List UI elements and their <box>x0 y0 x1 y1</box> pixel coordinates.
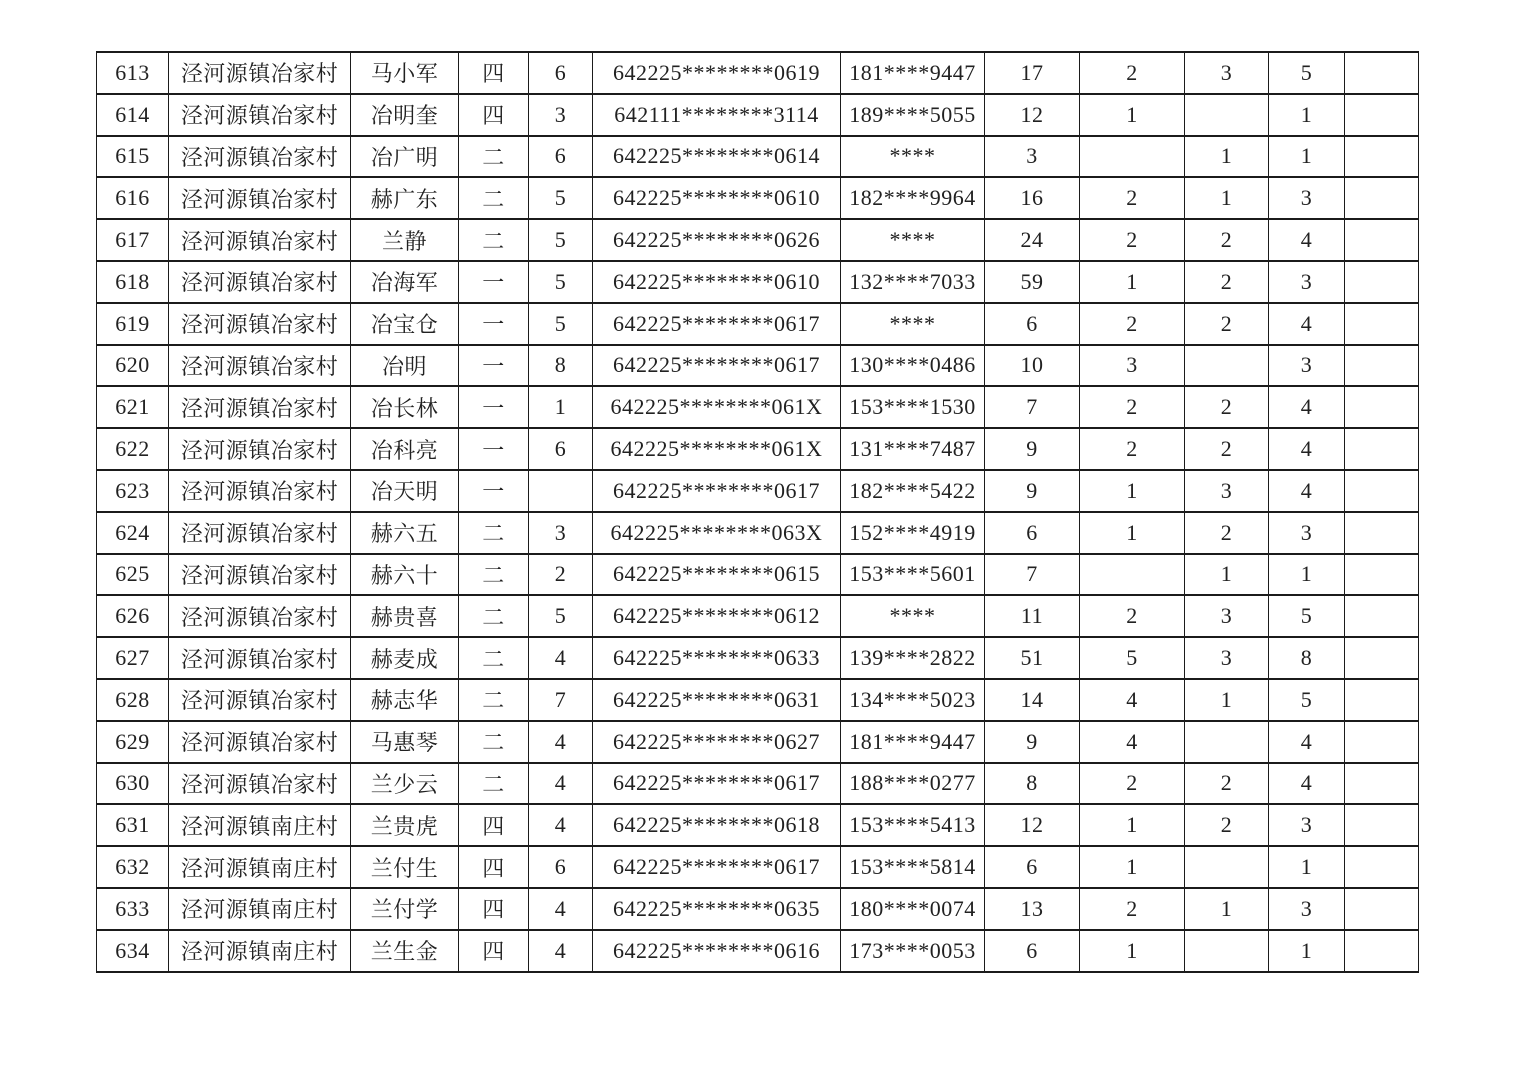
cell-id-number: 642225********0618 <box>593 804 841 846</box>
cell-stat-a: 6 <box>985 930 1080 972</box>
cell-stat-b <box>1080 136 1185 178</box>
cell-village: 泾河源镇冶家村 <box>169 512 351 554</box>
table-row <box>97 428 1419 470</box>
cell-stat-c: 3 <box>1185 52 1269 94</box>
cell-stat-d: 1 <box>1269 554 1345 596</box>
cell-count: 6 <box>529 846 593 888</box>
cell-person-name: 兰静 <box>351 219 459 261</box>
cell-serial-no: 634 <box>97 930 169 972</box>
cell-village: 泾河源镇南庄村 <box>169 930 351 972</box>
cell-village: 泾河源镇南庄村 <box>169 846 351 888</box>
cell-count: 5 <box>529 261 593 303</box>
cell-serial-no: 618 <box>97 261 169 303</box>
cell-id-number: 642225********0617 <box>593 345 841 387</box>
cell-stat-c: 2 <box>1185 512 1269 554</box>
table-row <box>97 52 1419 94</box>
cell-group-cn: 二 <box>459 679 529 721</box>
cell-id-number: 642225********0615 <box>593 554 841 596</box>
cell-phone-number: 134****5023 <box>841 679 985 721</box>
cell-phone-number: 181****9447 <box>841 721 985 763</box>
cell-stat-a: 6 <box>985 846 1080 888</box>
cell-person-name: 兰付生 <box>351 846 459 888</box>
cell-stat-c: 2 <box>1185 219 1269 261</box>
cell-village: 泾河源镇冶家村 <box>169 345 351 387</box>
table-row <box>97 721 1419 763</box>
cell-stat-b: 1 <box>1080 846 1185 888</box>
cell-group-cn: 二 <box>459 554 529 596</box>
cell-serial-no: 619 <box>97 303 169 345</box>
cell-serial-no: 617 <box>97 219 169 261</box>
cell-stat-d: 1 <box>1269 94 1345 136</box>
cell-stat-c <box>1185 721 1269 763</box>
cell-stat-c: 2 <box>1185 261 1269 303</box>
cell-person-name: 兰少云 <box>351 763 459 805</box>
cell-id-number: 642225********0617 <box>593 846 841 888</box>
cell-village: 泾河源镇冶家村 <box>169 136 351 178</box>
cell-stat-a: 9 <box>985 721 1080 763</box>
cell-count: 3 <box>529 94 593 136</box>
cell-village: 泾河源镇冶家村 <box>169 94 351 136</box>
cell-stat-d: 3 <box>1269 804 1345 846</box>
cell-stat-d: 1 <box>1269 136 1345 178</box>
cell-stat-a: 51 <box>985 637 1080 679</box>
cell-village: 泾河源镇冶家村 <box>169 637 351 679</box>
cell-count: 7 <box>529 679 593 721</box>
cell-count: 6 <box>529 136 593 178</box>
cell-count: 5 <box>529 595 593 637</box>
cell-group-cn: 二 <box>459 721 529 763</box>
cell-village: 泾河源镇冶家村 <box>169 595 351 637</box>
cell-blank <box>1345 386 1419 428</box>
cell-village: 泾河源镇冶家村 <box>169 679 351 721</box>
cell-blank <box>1345 470 1419 512</box>
cell-stat-c <box>1185 345 1269 387</box>
cell-stat-d: 4 <box>1269 303 1345 345</box>
cell-serial-no: 614 <box>97 94 169 136</box>
cell-group-cn: 四 <box>459 52 529 94</box>
cell-blank <box>1345 219 1419 261</box>
table-row <box>97 554 1419 596</box>
cell-person-name: 冶宝仓 <box>351 303 459 345</box>
records-table <box>96 51 1419 973</box>
cell-group-cn: 一 <box>459 261 529 303</box>
cell-person-name: 冶广明 <box>351 136 459 178</box>
cell-id-number: 642225********0627 <box>593 721 841 763</box>
cell-stat-d: 3 <box>1269 345 1345 387</box>
cell-count: 4 <box>529 763 593 805</box>
cell-phone-number: 153****5413 <box>841 804 985 846</box>
cell-serial-no: 631 <box>97 804 169 846</box>
table-row <box>97 595 1419 637</box>
cell-stat-a: 16 <box>985 177 1080 219</box>
cell-group-cn: 四 <box>459 804 529 846</box>
cell-person-name: 马惠琴 <box>351 721 459 763</box>
cell-stat-c: 1 <box>1185 554 1269 596</box>
cell-blank <box>1345 804 1419 846</box>
cell-person-name: 赫广东 <box>351 177 459 219</box>
cell-phone-number: 153****1530 <box>841 386 985 428</box>
cell-stat-b <box>1080 554 1185 596</box>
cell-stat-a: 24 <box>985 219 1080 261</box>
cell-stat-d: 3 <box>1269 888 1345 930</box>
cell-group-cn: 一 <box>459 303 529 345</box>
cell-stat-d: 3 <box>1269 512 1345 554</box>
records-tbody <box>97 52 1419 972</box>
cell-group-cn: 二 <box>459 763 529 805</box>
cell-count: 5 <box>529 303 593 345</box>
cell-person-name: 马小军 <box>351 52 459 94</box>
cell-person-name: 赫贵喜 <box>351 595 459 637</box>
cell-id-number: 642225********0610 <box>593 177 841 219</box>
cell-stat-c: 2 <box>1185 303 1269 345</box>
cell-phone-number: 173****0053 <box>841 930 985 972</box>
cell-village: 泾河源镇冶家村 <box>169 261 351 303</box>
cell-serial-no: 620 <box>97 345 169 387</box>
cell-person-name: 冶长林 <box>351 386 459 428</box>
cell-phone-number: **** <box>841 219 985 261</box>
cell-person-name: 冶天明 <box>351 470 459 512</box>
cell-village: 泾河源镇冶家村 <box>169 428 351 470</box>
cell-stat-b: 1 <box>1080 261 1185 303</box>
cell-stat-d: 4 <box>1269 219 1345 261</box>
cell-count: 5 <box>529 219 593 261</box>
cell-phone-number: 153****5601 <box>841 554 985 596</box>
cell-person-name: 兰生金 <box>351 930 459 972</box>
cell-blank <box>1345 595 1419 637</box>
cell-stat-a: 9 <box>985 428 1080 470</box>
cell-blank <box>1345 888 1419 930</box>
cell-id-number: 642225********0617 <box>593 763 841 805</box>
cell-stat-c: 3 <box>1185 595 1269 637</box>
cell-person-name: 冶明奎 <box>351 94 459 136</box>
cell-id-number: 642111********3114 <box>593 94 841 136</box>
cell-blank <box>1345 679 1419 721</box>
cell-group-cn: 二 <box>459 595 529 637</box>
cell-phone-number: **** <box>841 303 985 345</box>
cell-id-number: 642225********0612 <box>593 595 841 637</box>
cell-person-name: 兰贵虎 <box>351 804 459 846</box>
cell-stat-d: 5 <box>1269 595 1345 637</box>
cell-blank <box>1345 428 1419 470</box>
cell-phone-number: 153****5814 <box>841 846 985 888</box>
cell-stat-c: 3 <box>1185 637 1269 679</box>
cell-blank <box>1345 52 1419 94</box>
cell-phone-number: 180****0074 <box>841 888 985 930</box>
cell-stat-a: 17 <box>985 52 1080 94</box>
cell-stat-b: 2 <box>1080 219 1185 261</box>
cell-serial-no: 622 <box>97 428 169 470</box>
table-row <box>97 888 1419 930</box>
cell-village: 泾河源镇南庄村 <box>169 888 351 930</box>
cell-stat-a: 59 <box>985 261 1080 303</box>
cell-stat-d: 3 <box>1269 261 1345 303</box>
table-row <box>97 512 1419 554</box>
cell-village: 泾河源镇冶家村 <box>169 554 351 596</box>
table-row <box>97 930 1419 972</box>
cell-serial-no: 623 <box>97 470 169 512</box>
cell-count: 4 <box>529 721 593 763</box>
cell-phone-number: 189****5055 <box>841 94 985 136</box>
cell-village: 泾河源镇冶家村 <box>169 52 351 94</box>
cell-blank <box>1345 261 1419 303</box>
cell-serial-no: 616 <box>97 177 169 219</box>
table-row <box>97 386 1419 428</box>
cell-village: 泾河源镇冶家村 <box>169 721 351 763</box>
cell-count: 2 <box>529 554 593 596</box>
cell-group-cn: 二 <box>459 219 529 261</box>
cell-id-number: 642225********0616 <box>593 930 841 972</box>
cell-id-number: 642225********0631 <box>593 679 841 721</box>
cell-blank <box>1345 637 1419 679</box>
cell-phone-number: **** <box>841 136 985 178</box>
cell-stat-d: 4 <box>1269 763 1345 805</box>
cell-stat-d: 5 <box>1269 52 1345 94</box>
cell-id-number: 642225********0619 <box>593 52 841 94</box>
cell-count: 6 <box>529 52 593 94</box>
table-row <box>97 804 1419 846</box>
cell-person-name: 冶明 <box>351 345 459 387</box>
cell-stat-a: 9 <box>985 470 1080 512</box>
cell-blank <box>1345 94 1419 136</box>
cell-stat-d: 1 <box>1269 846 1345 888</box>
cell-phone-number: 131****7487 <box>841 428 985 470</box>
cell-phone-number: 152****4919 <box>841 512 985 554</box>
cell-phone-number: 130****0486 <box>841 345 985 387</box>
cell-person-name: 赫六五 <box>351 512 459 554</box>
cell-stat-c <box>1185 94 1269 136</box>
cell-serial-no: 628 <box>97 679 169 721</box>
table-row <box>97 637 1419 679</box>
cell-id-number: 642225********0617 <box>593 303 841 345</box>
cell-stat-a: 7 <box>985 554 1080 596</box>
cell-stat-a: 7 <box>985 386 1080 428</box>
cell-stat-d: 4 <box>1269 386 1345 428</box>
cell-id-number: 642225********0610 <box>593 261 841 303</box>
cell-group-cn: 一 <box>459 345 529 387</box>
cell-stat-d: 1 <box>1269 930 1345 972</box>
cell-stat-c: 2 <box>1185 763 1269 805</box>
cell-stat-a: 3 <box>985 136 1080 178</box>
cell-phone-number: 139****2822 <box>841 637 985 679</box>
cell-stat-c: 1 <box>1185 679 1269 721</box>
cell-blank <box>1345 846 1419 888</box>
cell-stat-c: 2 <box>1185 804 1269 846</box>
cell-count: 1 <box>529 386 593 428</box>
table-row <box>97 303 1419 345</box>
table-row <box>97 763 1419 805</box>
cell-group-cn: 四 <box>459 930 529 972</box>
cell-serial-no: 633 <box>97 888 169 930</box>
cell-count: 5 <box>529 177 593 219</box>
cell-stat-c <box>1185 846 1269 888</box>
table-row <box>97 470 1419 512</box>
cell-phone-number: 181****9447 <box>841 52 985 94</box>
table-row <box>97 261 1419 303</box>
cell-stat-b: 5 <box>1080 637 1185 679</box>
cell-village: 泾河源镇冶家村 <box>169 219 351 261</box>
cell-count <box>529 470 593 512</box>
cell-group-cn: 四 <box>459 94 529 136</box>
cell-person-name: 赫六十 <box>351 554 459 596</box>
cell-group-cn: 一 <box>459 470 529 512</box>
cell-person-name: 兰付学 <box>351 888 459 930</box>
table-row <box>97 846 1419 888</box>
cell-serial-no: 625 <box>97 554 169 596</box>
cell-serial-no: 629 <box>97 721 169 763</box>
cell-id-number: 642225********061X <box>593 386 841 428</box>
cell-phone-number: 182****5422 <box>841 470 985 512</box>
cell-stat-a: 6 <box>985 303 1080 345</box>
cell-blank <box>1345 303 1419 345</box>
cell-stat-b: 4 <box>1080 679 1185 721</box>
cell-serial-no: 626 <box>97 595 169 637</box>
cell-group-cn: 四 <box>459 888 529 930</box>
cell-stat-c: 1 <box>1185 888 1269 930</box>
cell-serial-no: 627 <box>97 637 169 679</box>
cell-stat-a: 8 <box>985 763 1080 805</box>
table-row <box>97 177 1419 219</box>
cell-phone-number: **** <box>841 595 985 637</box>
cell-stat-a: 12 <box>985 94 1080 136</box>
cell-stat-d: 5 <box>1269 679 1345 721</box>
cell-stat-a: 10 <box>985 345 1080 387</box>
cell-stat-a: 12 <box>985 804 1080 846</box>
cell-person-name: 赫麦成 <box>351 637 459 679</box>
cell-stat-c: 2 <box>1185 428 1269 470</box>
cell-stat-b: 1 <box>1080 930 1185 972</box>
cell-stat-a: 14 <box>985 679 1080 721</box>
cell-serial-no: 613 <box>97 52 169 94</box>
cell-group-cn: 一 <box>459 386 529 428</box>
cell-stat-c: 1 <box>1185 136 1269 178</box>
cell-id-number: 642225********0626 <box>593 219 841 261</box>
cell-count: 4 <box>529 637 593 679</box>
cell-stat-c: 2 <box>1185 386 1269 428</box>
cell-count: 4 <box>529 804 593 846</box>
cell-stat-b: 2 <box>1080 303 1185 345</box>
cell-stat-b: 2 <box>1080 177 1185 219</box>
cell-stat-a: 11 <box>985 595 1080 637</box>
cell-stat-b: 4 <box>1080 721 1185 763</box>
cell-group-cn: 四 <box>459 846 529 888</box>
cell-person-name: 赫志华 <box>351 679 459 721</box>
cell-count: 4 <box>529 888 593 930</box>
cell-stat-b: 2 <box>1080 595 1185 637</box>
cell-id-number: 642225********0614 <box>593 136 841 178</box>
cell-stat-c: 3 <box>1185 470 1269 512</box>
cell-stat-d: 4 <box>1269 721 1345 763</box>
cell-stat-b: 2 <box>1080 52 1185 94</box>
table-row <box>97 219 1419 261</box>
cell-id-number: 642225********061X <box>593 428 841 470</box>
cell-count: 6 <box>529 428 593 470</box>
cell-village: 泾河源镇南庄村 <box>169 804 351 846</box>
cell-blank <box>1345 177 1419 219</box>
cell-id-number: 642225********0635 <box>593 888 841 930</box>
cell-stat-b: 1 <box>1080 512 1185 554</box>
cell-count: 4 <box>529 930 593 972</box>
cell-village: 泾河源镇冶家村 <box>169 303 351 345</box>
cell-stat-b: 2 <box>1080 763 1185 805</box>
cell-village: 泾河源镇冶家村 <box>169 470 351 512</box>
cell-stat-d: 4 <box>1269 428 1345 470</box>
cell-group-cn: 二 <box>459 637 529 679</box>
cell-phone-number: 182****9964 <box>841 177 985 219</box>
cell-person-name: 冶海军 <box>351 261 459 303</box>
cell-id-number: 642225********0617 <box>593 470 841 512</box>
cell-stat-b: 2 <box>1080 386 1185 428</box>
cell-stat-b: 1 <box>1080 94 1185 136</box>
cell-stat-c: 1 <box>1185 177 1269 219</box>
cell-count: 3 <box>529 512 593 554</box>
cell-person-name: 冶科亮 <box>351 428 459 470</box>
cell-blank <box>1345 554 1419 596</box>
cell-serial-no: 630 <box>97 763 169 805</box>
cell-id-number: 642225********0633 <box>593 637 841 679</box>
cell-group-cn: 二 <box>459 177 529 219</box>
cell-stat-b: 2 <box>1080 888 1185 930</box>
cell-stat-b: 2 <box>1080 428 1185 470</box>
table-row <box>97 94 1419 136</box>
cell-stat-b: 3 <box>1080 345 1185 387</box>
cell-blank <box>1345 512 1419 554</box>
cell-village: 泾河源镇冶家村 <box>169 763 351 805</box>
cell-group-cn: 二 <box>459 136 529 178</box>
cell-blank <box>1345 345 1419 387</box>
cell-village: 泾河源镇冶家村 <box>169 177 351 219</box>
cell-stat-d: 4 <box>1269 470 1345 512</box>
cell-stat-a: 13 <box>985 888 1080 930</box>
cell-stat-c <box>1185 930 1269 972</box>
cell-count: 8 <box>529 345 593 387</box>
cell-blank <box>1345 721 1419 763</box>
cell-phone-number: 188****0277 <box>841 763 985 805</box>
cell-serial-no: 624 <box>97 512 169 554</box>
cell-stat-b: 1 <box>1080 804 1185 846</box>
cell-blank <box>1345 136 1419 178</box>
cell-id-number: 642225********063X <box>593 512 841 554</box>
cell-blank <box>1345 930 1419 972</box>
cell-blank <box>1345 763 1419 805</box>
table-row <box>97 679 1419 721</box>
cell-serial-no: 632 <box>97 846 169 888</box>
table-row <box>97 136 1419 178</box>
table-row <box>97 345 1419 387</box>
cell-serial-no: 621 <box>97 386 169 428</box>
cell-stat-a: 6 <box>985 512 1080 554</box>
cell-group-cn: 二 <box>459 512 529 554</box>
cell-stat-d: 8 <box>1269 637 1345 679</box>
cell-serial-no: 615 <box>97 136 169 178</box>
cell-group-cn: 一 <box>459 428 529 470</box>
cell-phone-number: 132****7033 <box>841 261 985 303</box>
cell-village: 泾河源镇冶家村 <box>169 386 351 428</box>
cell-stat-b: 1 <box>1080 470 1185 512</box>
cell-stat-d: 3 <box>1269 177 1345 219</box>
